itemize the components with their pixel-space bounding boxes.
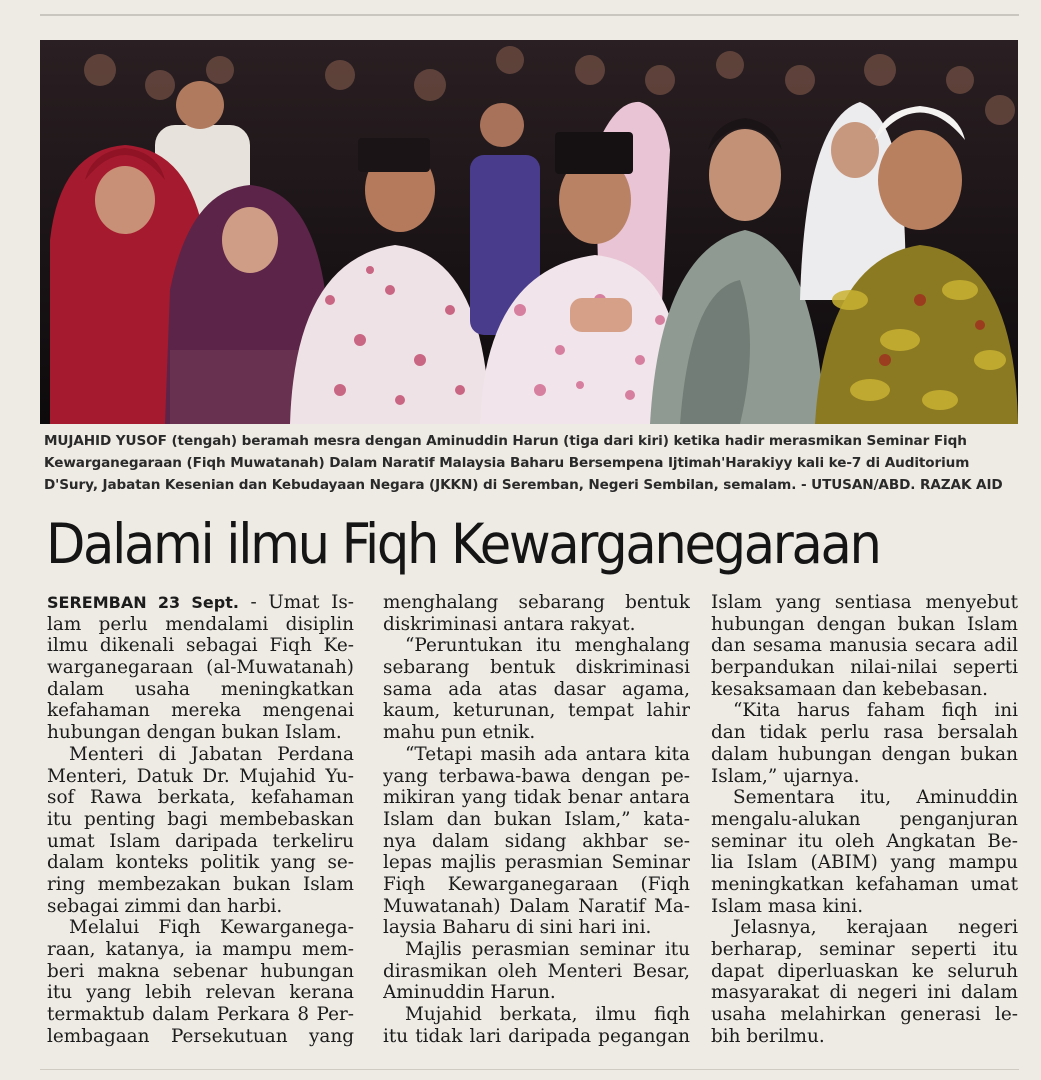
article-text-line: dalam usaha meningkatkan bbox=[47, 678, 354, 700]
news-photo bbox=[40, 40, 1018, 424]
article-text-line: lia Islam (ABIM) yang mampu bbox=[711, 852, 1018, 874]
article-text-line: kaum, keturunan, tempat lahir bbox=[383, 700, 690, 722]
article-text-line: dalam konteks politik yang se- bbox=[47, 852, 354, 874]
article-text-line: mengalu-alukan penganjuran bbox=[711, 808, 1018, 830]
photo-credit: - UTUSAN/ABD. RAZAK AID bbox=[796, 477, 1003, 493]
article-text-line: itu penting bagi membebaskan bbox=[47, 808, 354, 830]
caption-text: MUJAHID YUSOF (tengah) beramah mesra dengan Aminuddin Harun (tiga dari kiri) ketika hadir merasmikan Seminar Fiqh Kewarganegaraan (Fiqh Muwatanah) Dalam Naratif Malaysia Baharu Bersempena Ijtimah'Harakiyy kali ke-7 di Auditorium D'Sury, Jabatan Kesenian dan Kebudayaan Negara (JKKN) di Seremban, Negeri Sembilan, semalam. bbox=[44, 433, 970, 493]
article-text-line: umat Islam daripada terkeliru bbox=[47, 830, 354, 852]
article-text-line: Islam masa kini. bbox=[711, 895, 864, 917]
bottom-rule bbox=[40, 1069, 1019, 1070]
article-text-line: yang terbawa-bawa dengan pe- bbox=[383, 765, 690, 787]
article-text-line: beri makna sebenar hubungan bbox=[47, 960, 354, 982]
article-text-line: Melalui Fiqh Kewarganega- bbox=[69, 917, 354, 939]
news-photo-illustration bbox=[40, 40, 1018, 424]
top-rule bbox=[40, 14, 1019, 16]
article-text-line: sebagai zimmi dan harbi. bbox=[47, 895, 283, 917]
article-text-line: “Peruntukan itu menghalang bbox=[405, 635, 690, 657]
article-text-line: kesaksamaan dan kebebasan. bbox=[711, 678, 988, 700]
article-text-line: berpandukan nilai-nilai seperti bbox=[711, 657, 1018, 679]
article-text-line: raan, katanya, ia mampu mem- bbox=[47, 939, 354, 960]
article-text-line: masyarakat di negeri ini dalam bbox=[711, 982, 1018, 1004]
article-text-line: Islam dan bukan Islam,” kata- bbox=[383, 808, 690, 830]
article-text-line: mahu pun etnik. bbox=[383, 722, 536, 744]
article-text-line: dirasmikan oleh Menteri Besar, bbox=[383, 960, 690, 982]
article-text-line: ilmu dikenali sebagai Fiqh Ke- bbox=[47, 635, 354, 657]
article-column-1 bbox=[47, 592, 354, 1047]
article-text-line: bih berilmu. bbox=[711, 1025, 825, 1047]
article-text-line: kefahaman mereka mengenai bbox=[47, 700, 354, 722]
article-text-line: “Kita harus faham fiqh ini bbox=[733, 700, 1018, 722]
article-text-line: itu yang lebih relevan kerana bbox=[47, 982, 354, 1004]
article-text-line: meningkatkan kefahaman umat bbox=[711, 873, 1018, 895]
article-text-line: warganegaraan (al-Muwatanah) bbox=[47, 657, 354, 679]
article-text-line: berharap, seminar seperti itu bbox=[711, 939, 1018, 960]
article-text-line: laysia Baharu di sini hari ini. bbox=[383, 917, 652, 939]
article-text-line: Fiqh Kewarganegaraan (Fiqh bbox=[383, 873, 690, 895]
article-text-line: mikiran yang tidak benar antara bbox=[383, 787, 690, 809]
article-text-line: Islam,” ujarnya. bbox=[711, 765, 860, 787]
article-text-line: sebarang bentuk diskriminasi bbox=[383, 657, 690, 679]
photo-caption bbox=[44, 430, 1016, 496]
article-text-line: dan tidak perlu rasa bersalah bbox=[711, 722, 1018, 744]
article-text-line: ring membezakan bukan Islam bbox=[47, 873, 354, 895]
article-text-line: lam perlu mendalami disiplin bbox=[47, 613, 354, 635]
article-text-line: termaktub dalam Perkara 8 Per- bbox=[47, 1004, 354, 1026]
article-text-line: dalam hubungan dengan bukan bbox=[711, 743, 1018, 765]
article-column-3 bbox=[711, 592, 1018, 1047]
article-text-line bbox=[47, 592, 354, 614]
article-text-line: diskriminasi antara rakyat. bbox=[383, 613, 636, 635]
article-text-line: hubungan dengan bukan Islam. bbox=[47, 722, 342, 744]
article-text-line: itu tidak lari daripada pegangan bbox=[383, 1025, 690, 1047]
article-text-line: lepas majlis perasmian Seminar bbox=[383, 852, 690, 874]
article-text-line: sama ada atas dasar agama, bbox=[383, 678, 690, 700]
article-text-line: Jelasnya, kerajaan negeri bbox=[733, 917, 1018, 939]
article-text-line: Majlis perasmian seminar itu bbox=[405, 939, 690, 960]
article-text-line: Menteri, Datuk Dr. Mujahid Yu- bbox=[47, 765, 354, 787]
article-text-line: nya dalam sidang akhbar se- bbox=[383, 830, 690, 852]
article-text-line: lembagaan Persekutuan yang bbox=[47, 1025, 354, 1047]
article-text-line: Sementara itu, Aminuddin bbox=[733, 787, 1018, 809]
dateline: SEREMBAN 23 Sept. bbox=[47, 593, 239, 612]
article-text-line: “Tetapi masih ada antara kita bbox=[405, 743, 690, 765]
article-text-line: Islam yang sentiasa menyebut bbox=[711, 592, 1018, 613]
article-text-line: dapat diperluaskan ke seluruh bbox=[711, 960, 1018, 982]
article-text-line: Aminuddin Harun. bbox=[383, 982, 556, 1004]
article-text-line: Muwatanah) Dalam Naratif Ma- bbox=[383, 895, 690, 917]
article-text-line: dan sesama manusia secara adil bbox=[711, 635, 1018, 657]
article-text-line: hubungan dengan bukan Islam bbox=[711, 613, 1018, 635]
article-column-2 bbox=[383, 592, 690, 1047]
article-text-line: Menteri di Jabatan Perdana bbox=[69, 743, 354, 765]
article-text-line: seminar itu oleh Angkatan Be- bbox=[711, 830, 1018, 852]
article-text-fragment: - Umat Is- bbox=[238, 592, 354, 613]
article-text-line: menghalang sebarang bentuk bbox=[383, 592, 690, 613]
article-headline: Dalami ilmu Fiqh Kewarganegaraan bbox=[46, 512, 880, 576]
article-text-line: usaha melahirkan generasi le- bbox=[711, 1004, 1018, 1026]
article-text-line: Mujahid berkata, ilmu fiqh bbox=[405, 1004, 690, 1026]
article-text-line: sof Rawa berkata, kefahaman bbox=[47, 787, 354, 809]
